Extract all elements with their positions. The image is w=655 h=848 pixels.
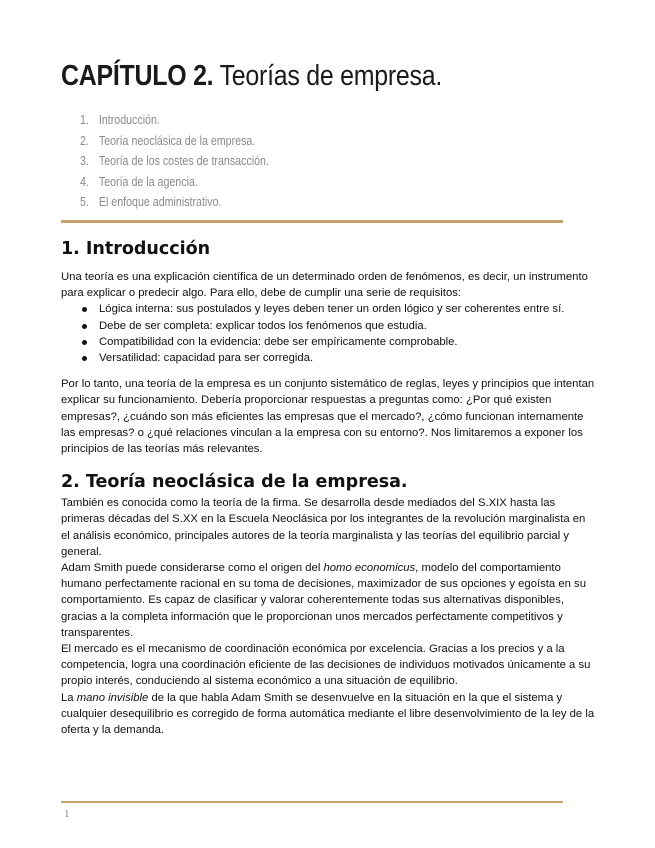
chapter-title [61, 60, 442, 93]
paragraph [61, 560, 597, 641]
toc-item [80, 151, 269, 172]
text-run: , modelo del comportamiento humano perfectamente racional en su toma de decisiones, maximizador de sus opciones y egoísta en su comportamiento. Es capaz de clasificar y valorar coherentemente todas sus alternativas disponibles, gracias a la completa información que le proporcionan unos mercados perfectamente competitivos y transparentes. [61, 562, 586, 639]
section-heading-teoria-neoclasica: 2. Teoría neoclásica de la empresa. [61, 472, 408, 493]
requirements-list [61, 301, 597, 366]
main-content [61, 236, 597, 738]
chapter-name: Teorías de empresa. [219, 60, 443, 92]
spacer [61, 366, 597, 376]
list-item: Compatibilidad con la evidencia: debe ser empíricamente comprobable. [61, 334, 597, 350]
toc-label: Introducción. [98, 112, 160, 127]
list-item: Versatilidad: capacidad para ser corregida. [61, 350, 597, 366]
toc-number: 3. [80, 153, 89, 168]
paragraph: Por lo tanto, una teoría de la empresa es un conjunto sistemático de reglas, leyes y principios que intentan explicar su funcionamiento. Debería proporcionar respuestas a preguntas como: ¿Por qué existen empresas?, ¿cuándo son más eficientes las empresas que el mercado?, ¿cómo funcionan internamente las empresas? o ¿qué relaciones vinculan a la empresa con su entorno?. Nos limitaremos a exponer los principios de las teorías más relevantes. [61, 378, 595, 456]
toc-label: El enfoque administrativo. [98, 194, 222, 209]
list-item: Debe de ser completa: explicar todos los fenómenos que estudia. [61, 318, 597, 334]
emphasis-homo-economicus: homo economicus [323, 562, 416, 575]
toc-label: Teoría de los costes de transacción. [98, 153, 269, 168]
paragraph: El mercado es el mecanismo de coordinación económica por excelencia. Gracias a los precios y a la competencia, logra una coordinación eficiente de las decisiones de individuos motivados únicamente a su propio interés, conduciendo al sistema económico a una situación de equilibrio. [61, 643, 591, 688]
toc-label: Teoría de la agencia. [98, 173, 198, 189]
paragraph: También es conocida como la teoría de la firma. Se desarrolla desde mediados del S.XIX hasta las primeras décadas del S.XX en la Escuela Neoclásica por los integrantes de la revolución marginalista en el análisis económico, principales autores de la teoría marginalista y las teorías del equilibrio parcial y general. [61, 497, 586, 558]
header-divider [61, 220, 563, 223]
toc-item [80, 131, 269, 152]
table-of-contents [80, 110, 310, 213]
toc-number: 2. [80, 132, 89, 148]
toc-number: 1. [80, 112, 89, 127]
toc-item [80, 172, 269, 193]
text-run: La [61, 691, 77, 704]
text-run: Adam Smith puede considerarse como el origen del [61, 562, 324, 575]
page-number: 1 [64, 808, 70, 820]
paragraph [61, 690, 597, 739]
emphasis-mano-invisible: mano invisible [76, 691, 149, 704]
text-run: de la que habla Adam Smith se desenvuelve en la situación en la que el sistema y cualquier desequilibrio es corregido de forma automática mediante el libre desenvolvimiento de la ley de la oferta y la demanda. [61, 691, 595, 737]
toc-number: 4. [80, 173, 89, 189]
toc-item [80, 192, 269, 213]
list-item: Lógica interna: sus postulados y leyes deben tener un orden lógico y ser coherentes entre sí. [61, 301, 597, 317]
toc-item [80, 110, 269, 131]
toc-number: 5. [80, 194, 89, 209]
section-heading-introduccion: 1. Introducción [61, 239, 211, 259]
toc-label: Teoría neoclásica de la empresa. [98, 132, 256, 148]
footer-divider [61, 801, 563, 803]
paragraph: Una teoría es una explicación científica de un determinado orden de fenómenos, es decir, un instrumento para explicar o predecir algo. Para ello, debe de cumplir una serie de requisitos: [61, 271, 588, 300]
chapter-label: CAPÍTULO 2. [61, 60, 214, 92]
